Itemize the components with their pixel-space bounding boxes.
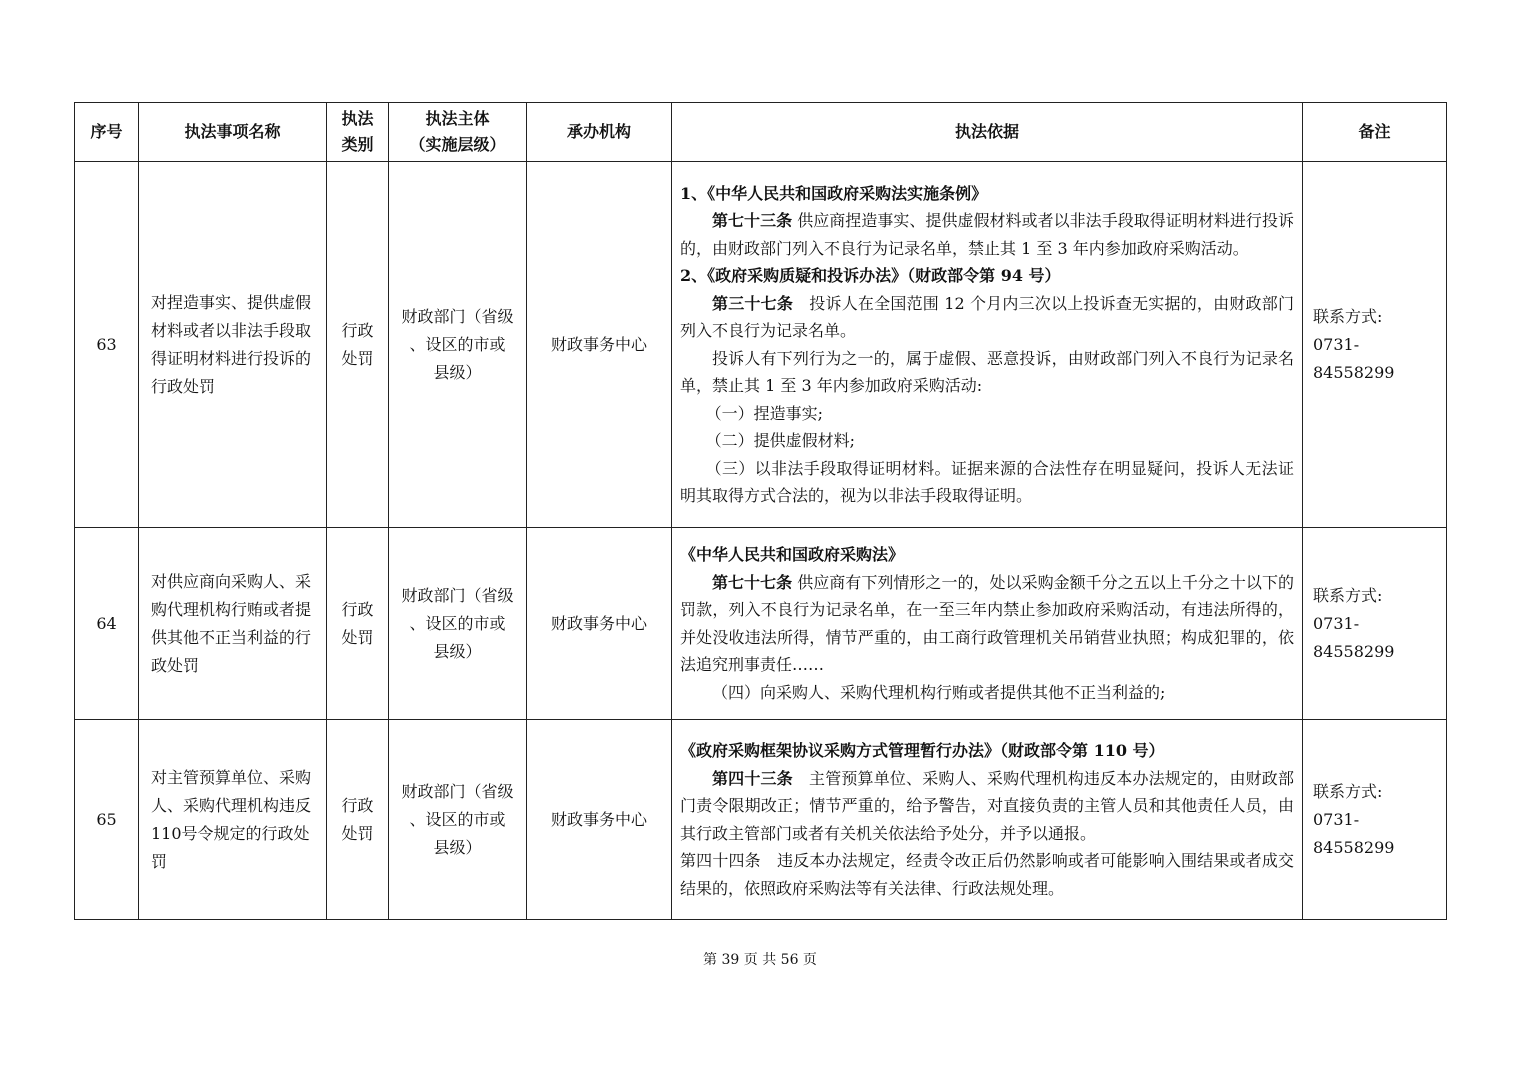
org-cell: 财政事务中心 (527, 528, 672, 720)
basis-paragraph (680, 569, 1294, 679)
basis-paragraph (680, 400, 1294, 428)
basis-text: 投诉人有下列行为之一的，属于虚假、恶意投诉，由财政部门列入不良行为记录名单，禁止其 1 至 3 年内参加政府采购活动: (680, 348, 1294, 395)
legal-basis-cell (672, 528, 1303, 720)
note-cell: 联系方式: 0731-84558299 (1303, 528, 1447, 720)
header-basis: 执法依据 (672, 103, 1303, 162)
basis-paragraph (680, 180, 1294, 208)
basis-paragraph (680, 847, 1294, 902)
basis-heading: 第七十七条 (712, 572, 793, 592)
subject-cell: 财政部门（省级 、设区的市或 县级） (389, 528, 527, 720)
subject-cell: 财政部门（省级 、设区的市或 县级） (389, 720, 527, 920)
table-row (75, 162, 1447, 528)
note-cell: 联系方式: 0731-84558299 (1303, 162, 1447, 528)
header-org: 承办机构 (527, 103, 672, 162)
basis-paragraph (680, 207, 1294, 262)
legal-basis-cell (672, 720, 1303, 920)
page-footer: 第 39 页 共 56 页 (703, 952, 817, 968)
basis-paragraph (680, 679, 1294, 707)
basis-text: （三）以非法手段取得证明材料。证据来源的合法性存在明显疑问，投诉人无法证明其取得方式合法的，视为以非法手段取得证明。 (680, 458, 1294, 505)
row-number: 65 (75, 720, 139, 920)
item-name: 对主管预算单位、采购人、采购代理机构违反110号令规定的行政处罚 (139, 720, 327, 920)
item-name: 对捏造事实、提供虚假材料或者以非法手段取得证明材料进行投诉的行政处罚 (139, 162, 327, 528)
basis-paragraph (680, 262, 1294, 290)
header-subject: 执法主体 （实施层级） (389, 103, 527, 162)
row-number: 63 (75, 162, 139, 528)
header-item-name: 执法事项名称 (139, 103, 327, 162)
basis-heading: 第三十七条 (712, 293, 794, 313)
basis-paragraph (680, 541, 1294, 569)
header-no: 序号 (75, 103, 139, 162)
category-cell: 行政 处罚 (327, 720, 389, 920)
basis-paragraph (680, 290, 1294, 345)
legal-basis-cell (672, 162, 1303, 528)
header-note: 备注 (1303, 103, 1447, 162)
basis-heading: 《中华人民共和国政府采购法》 (680, 545, 905, 564)
basis-text: 主管预算单位、采购人、采购代理机构违反本办法规定的，由财政部门责令限期改正；情节严重的，给予警告，对直接负责的主管人员和其他责任人员，由其行政主管部门或者有关机关依法给予处分，并予以通报。 (680, 768, 1294, 843)
basis-text: （二）提供虚假材料; (705, 431, 855, 450)
category-cell: 行政 处罚 (327, 162, 389, 528)
basis-heading: 第七十三条 (712, 211, 793, 230)
row-number: 64 (75, 528, 139, 720)
basis-heading: 1、《中华人民共和国政府采购法实施条例》 (680, 183, 988, 203)
basis-heading: 第四十三条 (712, 768, 793, 788)
header-row (75, 103, 1447, 162)
basis-paragraph (680, 427, 1294, 455)
org-cell: 财政事务中心 (527, 720, 672, 920)
basis-heading: 2、《政府采购质疑和投诉办法》（财政部令第 94 号） (680, 266, 1061, 285)
org-cell: 财政事务中心 (527, 162, 672, 528)
law-enforcement-table (74, 102, 1447, 920)
subject-cell: 财政部门（省级 、设区的市或 县级） (389, 162, 527, 528)
table-row (75, 720, 1447, 920)
basis-text: 供应商捏造事实、提供虚假材料或者以非法手段取得证明材料进行投诉的，由财政部门列入不良行为记录名单，禁止其 1 至 3 年内参加政府采购活动。 (680, 211, 1294, 258)
basis-paragraph (680, 737, 1294, 765)
note-cell: 联系方式: 0731-84558299 (1303, 720, 1447, 920)
basis-text: （一）捏造事实; (705, 403, 823, 423)
item-name: 对供应商向采购人、采购代理机构行贿或者提供其他不正当利益的行政处罚 (139, 528, 327, 720)
basis-text: 投诉人在全国范围 12 个月内三次以上投诉查无实据的，由财政部门列入不良行为记录名单。 (680, 293, 1294, 340)
header-category: 执法 类别 (327, 103, 389, 162)
basis-text: 第四十四条 违反本办法规定，经责令改正后仍然影响或者可能影响入围结果或者成交结果的，依照政府采购法等有关法律、行政法规处理。 (680, 851, 1294, 898)
basis-text: 供应商有下列情形之一的，处以采购金额千分之五以上千分之十以下的罚款，列入不良行为记录名单，在一至三年内禁止参加政府采购活动，有违法所得的，并处没收违法所得，情节严重的，由工商行政管理机关吊销营业执照；构成犯罪的，依法追究刑事责任…… (680, 572, 1294, 674)
category-cell: 行政 处罚 (327, 528, 389, 720)
table-row (75, 528, 1447, 720)
basis-paragraph (680, 455, 1294, 510)
basis-paragraph (680, 765, 1294, 848)
basis-text: （四）向采购人、采购代理机构行贿或者提供其他不正当利益的; (712, 682, 1166, 702)
basis-heading: 《政府采购框架协议采购方式管理暂行办法》（财政部令第 110 号） (680, 741, 1165, 760)
basis-paragraph (680, 345, 1294, 400)
